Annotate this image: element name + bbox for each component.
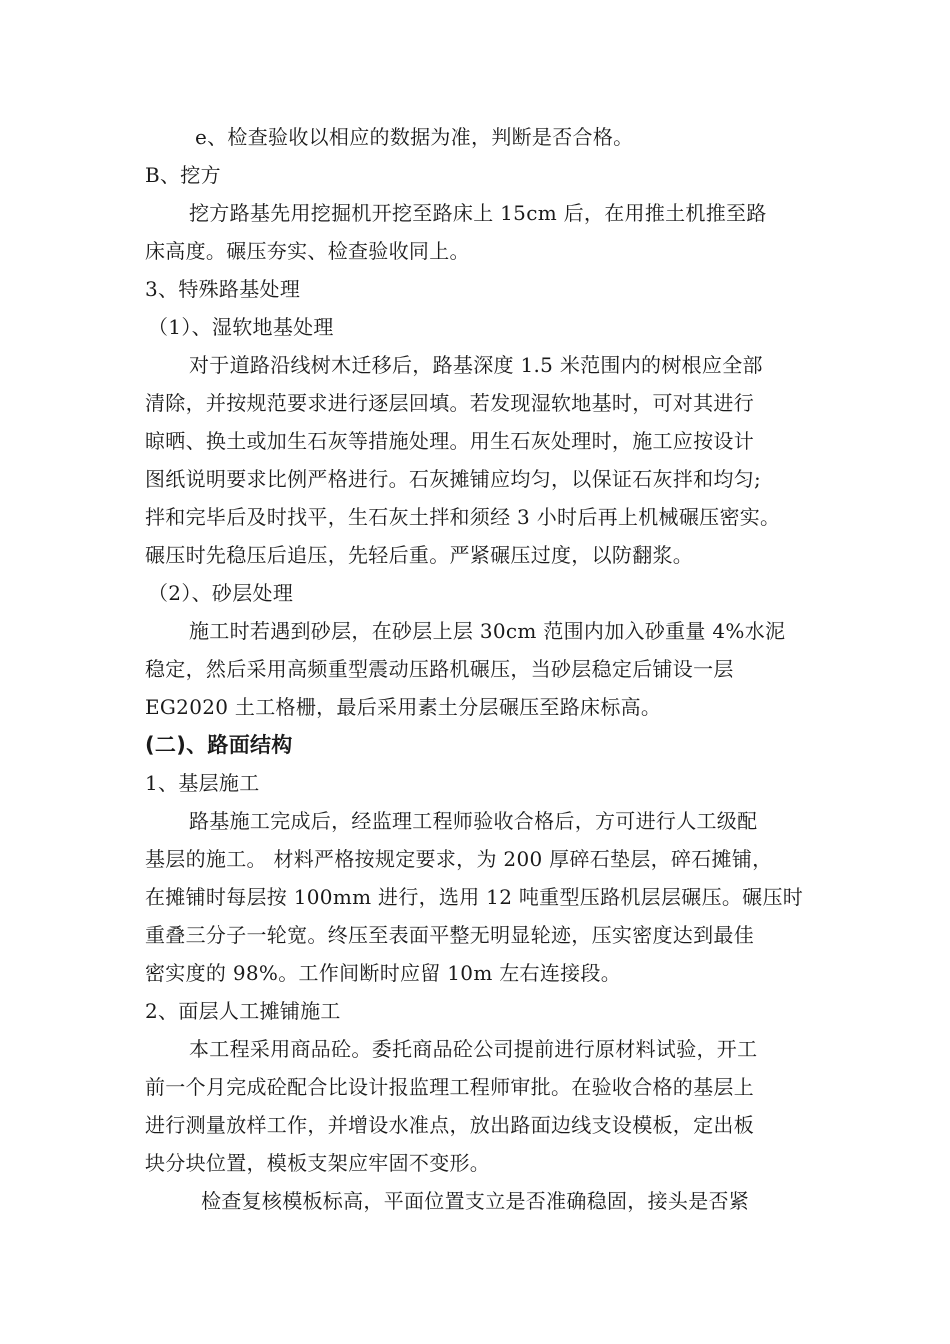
text-line: 施工时若遇到砂层，在砂层上层 30cm 范围内加入砂重量 4%水泥 [189, 619, 786, 643]
text-line: 床高度。碾压夯实、检查验收同上。 [145, 239, 470, 263]
text-line: 重叠三分子一轮宽。终压至表面平整无明显轮迹，压实密度达到最佳 [145, 923, 754, 947]
text-line: 碾压时先稳压后追压，先轻后重。严紧碾压过度，以防翻浆。 [145, 543, 694, 567]
text-line: 路基施工完成后，经监理工程师验收合格后，方可进行人工级配 [189, 809, 758, 833]
text-line: 基层的施工。 材料严格按规定要求，为 200 厚碎石垫层，碎石摊铺， [145, 847, 773, 871]
text-line: 密实度的 98%。工作间断时应留 10m 左右连接段。 [145, 961, 622, 985]
text-line: 本工程采用商品砼。委托商品砼公司提前进行原材料试验，开工 [189, 1037, 758, 1061]
text-line: 在摊铺时每层按 100mm 进行，选用 12 吨重型压路机层层碾压。碾压时 [145, 885, 804, 909]
text-line: 检查复核模板标高，平面位置支立是否准确稳固，接头是否紧 [201, 1189, 750, 1213]
text-line: 晾晒、换土或加生石灰等措施处理。用生石灰处理时，施工应按设计 [145, 429, 754, 453]
text-line: 挖方路基先用挖掘机开挖至路床上 15cm 后，在用推土机推至路 [189, 201, 767, 225]
text-line: EG2020 土工格栅，最后采用素土分层碾压至路床标高。 [145, 695, 662, 719]
heading-excavation: B、挖方 [145, 163, 221, 187]
heading-special-subgrade: 3、特殊路基处理 [145, 277, 301, 301]
text-line: 清除，并按规范要求进行逐层回填。若发现湿软地基时，可对其进行 [145, 391, 754, 415]
text-line: 图纸说明要求比例严格进行。石灰摊铺应均匀，以保证石灰拌和均匀; [145, 467, 762, 491]
text-line: 拌和完毕后及时找平，生石灰土拌和须经 3 小时后再上机械碾压密实。 [145, 505, 781, 529]
text-line: 进行测量放样工作，并增设水准点，放出路面边线支设模板，定出板 [145, 1113, 754, 1137]
heading-base-course: 1、基层施工 [145, 771, 260, 795]
text-line: 对于道路沿线树木迁移后，路基深度 1.5 米范围内的树根应全部 [189, 353, 763, 377]
heading-sand-layer: （2）、砂层处理 [148, 581, 294, 605]
heading-surface-paving: 2、面层人工摊铺施工 [145, 999, 341, 1023]
text-line: 前一个月完成砼配合比设计报监理工程师审批。在验收合格的基层上 [145, 1075, 754, 1099]
text-line: 块分块位置，模板支架应牢固不变形。 [145, 1151, 491, 1175]
heading-pavement-structure: (二)、路面结构 [145, 733, 293, 757]
text-line: 稳定，然后采用高频重型震动压路机碾压，当砂层稳定后铺设一层 [145, 657, 734, 681]
text-line-check-criteria: e、检查验收以相应的数据为准，判断是否合格。 [195, 125, 634, 149]
heading-soft-foundation: （1）、湿软地基处理 [148, 315, 334, 339]
